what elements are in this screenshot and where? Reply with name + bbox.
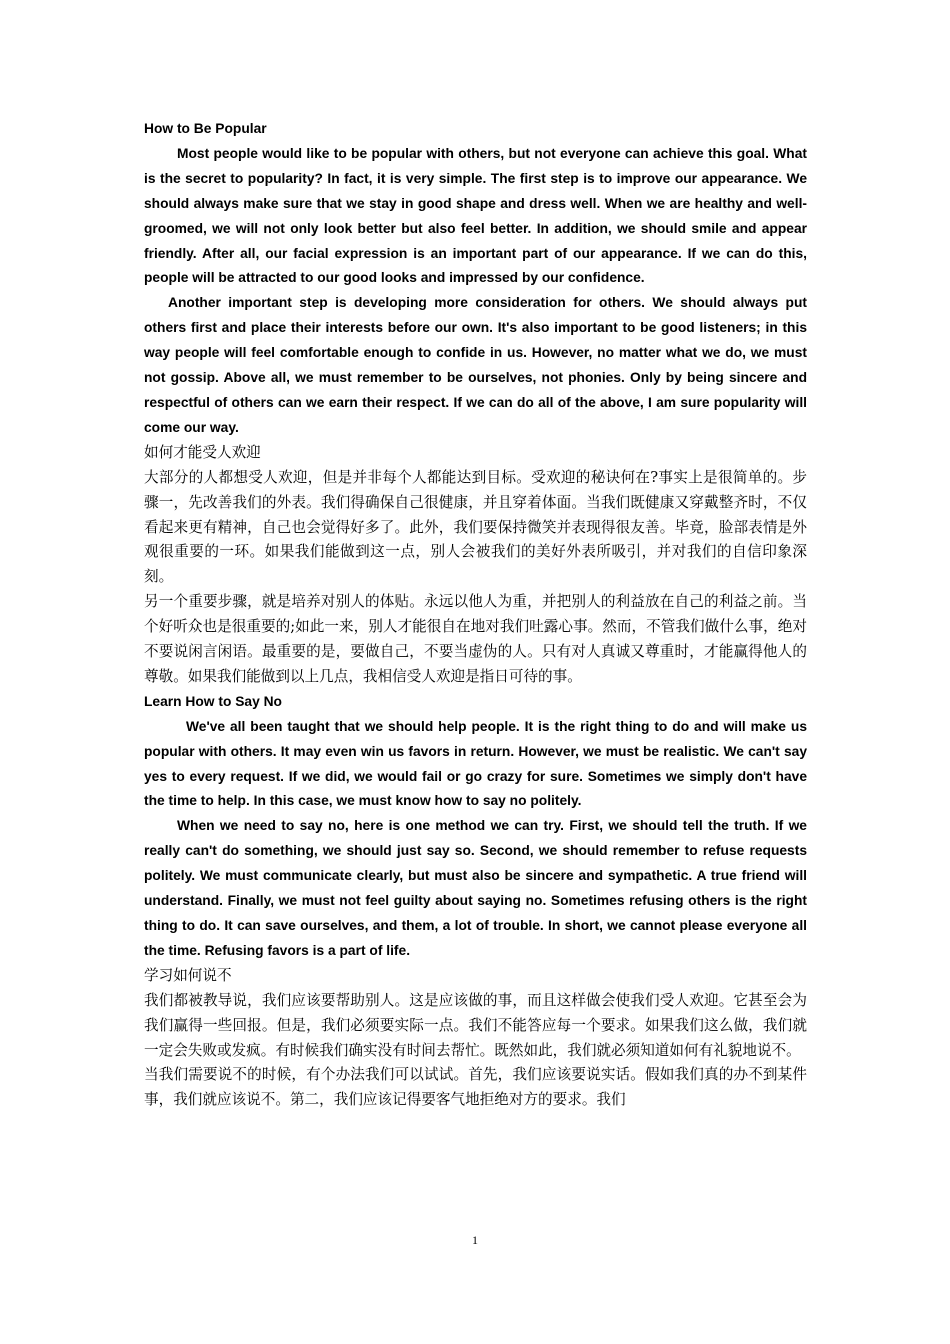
section-title-how-to-be-popular: How to Be Popular [144, 121, 267, 136]
chinese-paragraph: 我们都被教导说，我们应该要帮助别人。这是应该做的事，而且这样做会使我们受人欢迎。它甚至会为我们赢得一些回报。但是，我们必须要实际一点。我们不能答应每一个要求。如果我们这么做，我们就一定会失败或发疯。有时候我们确实没有时间去帮忙。既然如此，我们就必须知道如何有礼貌地说不。 [144, 991, 807, 1059]
document-body [144, 117, 807, 1113]
page-number: 1 [472, 1233, 478, 1247]
english-paragraph: When we need to say no, here is one method we can try. First, we should tell the truth. If we really can't do something, we should just say so. Second, we should remember to refuse requests politely. We must communicate clearly, but must also be sincere and sympathetic. A true friend will understand. Finally, we must not feel guilty about saying no. Sometimes refusing others is the right thing to do. It can save ourselves, and them, a lot of trouble. In short, we cannot please everyone all the time. Refusing favors is a part of life. [144, 818, 807, 958]
english-paragraph: Another important step is developing more consideration for others. We should always put others first and place their interests before our own. It's also important to be good listeners; in this way people will feel comfortable enough to confide in us. However, no matter what we do, we must not gossip. Above all, we must remember to be ourselves, not phonies. Only by being sincere and respectful of others can we earn their respect. If we can do all of the above, I am sure popularity will come our way. [144, 295, 807, 435]
english-paragraph: We've all been taught that we should help people. It is the right thing to do and will make us popular with others. It may even win us favors in return. However, we must be realistic. We can't say yes to every request. If we did, we would fail or go crazy for sure. Sometimes we simply don't have the time to help. In this case, we must know how to say no politely. [144, 718, 807, 809]
english-paragraph: Most people would like to be popular with others, but not everyone can achieve this goal. What is the secret to popularity? In fact, it is very simple. The first step is to improve our appearance. We should always make sure that we stay in good shape and dress well. When we are healthy and well-groomed, we will not only look better but also feel better. In addition, we should smile and appear friendly. After all, our facial expression is an important part of our appearance. If we can do this, people will be attracted to our good looks and impressed by our confidence. [144, 145, 807, 286]
section-title-learn-how-to-say-no: Learn How to Say No [144, 693, 282, 709]
chinese-section-title: 如何才能受人欢迎 [144, 443, 261, 461]
chinese-section-title: 学习如何说不 [144, 966, 232, 984]
chinese-paragraph: 当我们需要说不的时候，有个办法我们可以试试。首先，我们应该要说实话。假如我们真的办不到某件事，我们就应该说不。第二，我们应该记得要客气地拒绝对方的要求。我们 [144, 1066, 807, 1109]
chinese-paragraph: 大部分的人都想受人欢迎，但是并非每个人都能达到目标。受欢迎的秘诀何在?事实上是很简单的。步骤一，先改善我们的外表。我们得确保自己很健康，并且穿着体面。当我们既健康又穿戴整齐时，不仅看起来更有精神，自己也会觉得好多了。此外，我们要保持微笑并表现得很友善。毕竟，脸部表情是外观很重要的一环。如果我们能做到这一点，别人会被我们的美好外表所吸引，并对我们的自信印象深刻。 [144, 468, 807, 586]
chinese-paragraph: 另一个重要步骤，就是培养对别人的体贴。永远以他人为重，并把别人的利益放在自己的利益之前。当个好听众也是很重要的;如此一来，别人才能很自在地对我们吐露心事。然而，不管我们做什么事，绝对不要说闲言闲语。最重要的是，要做自己，不要当虚伪的人。只有对人真诚又尊重时，才能赢得他人的尊敬。如果我们能做到以上几点，我相信受人欢迎是指日可待的事。 [144, 593, 807, 685]
